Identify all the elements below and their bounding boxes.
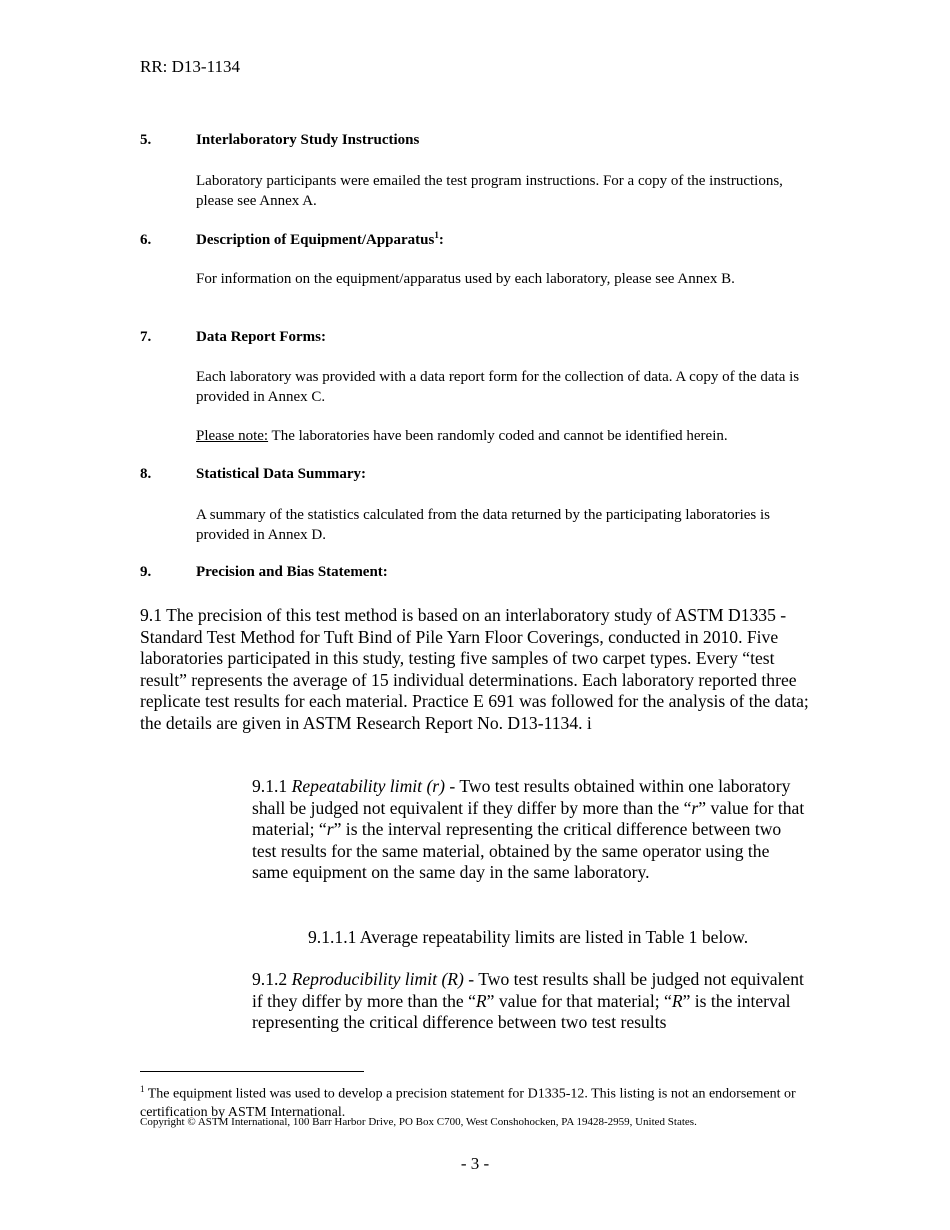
section-6-heading (140, 230, 444, 249)
footnote-reference: 1 (434, 230, 439, 240)
report-id-header: RR: D13-1134 (140, 57, 240, 76)
section-number: 6. (140, 232, 152, 248)
footnote-text: The equipment listed was used to develop a precision statement for D1335-12. This listing is not an endorsement or certification by ASTM International. (140, 1086, 796, 1120)
section-9-heading (140, 564, 388, 581)
symbol-r: r (326, 819, 334, 839)
please-note (196, 426, 836, 446)
section-7-heading (140, 329, 326, 346)
paragraph-9-1-1-1: 9.1.1.1 Average repeatability limits are listed in Table 1 below. (308, 927, 749, 947)
paragraph-9-1-1 (252, 776, 808, 884)
footnote-mark: 1 (140, 1084, 145, 1094)
section-8-heading (140, 466, 366, 483)
section-7-text: Each laboratory was provided with a data report form for the collection of data. A copy of the data is provided in Annex C. (196, 369, 800, 405)
page-number: - 3 - (460, 1154, 490, 1173)
copyright-line: Copyright © ASTM International, 100 Barr Harbor Drive, PO Box C700, West Conshohocken, PA 19428-2959, United States. (140, 1116, 697, 1128)
section-title: Statistical Data Summary: (196, 466, 366, 482)
term: Reproducibility limit (R) (291, 969, 464, 989)
clause-text: ” is the interval representing the critical difference between two test results (252, 990, 791, 1032)
clause-number: 9.1.1 (252, 776, 292, 796)
section-title-suffix: : (438, 232, 444, 248)
clause-text: - Two test results obtained within one laboratory shall be judged not equivalent if they differ by more than the “ (252, 776, 791, 818)
section-title: Precision and Bias Statement: (196, 564, 388, 580)
section-title: Description of Equipment/Apparatus (196, 232, 435, 248)
section-number: 7. (140, 329, 152, 345)
note-label: Please note: (196, 428, 269, 444)
clause-number: 9.1.2 (252, 969, 292, 989)
section-title: Interlaboratory Study Instructions (196, 132, 420, 148)
paragraph-9-1: 9.1 The precision of this test method is based on an interlaboratory study of ASTM D1335 - Standard Test Method for Tuft Bind of Pile Yarn Floor Coverings, conducted in 2010. Five laboratories participated in this study, testing five samples of two carpet types. Every “test result” represents the average of 15 individual determinations. Each laboratory reported three replicate test results for each material. Practice E 691 was followed for the analysis of the data; the details are given in ASTM Research Report No. D13-1134. i (140, 605, 809, 733)
section-number: 8. (140, 466, 152, 482)
clause-text: - Two test results shall be judged not equivalent if they differ by more than the “ (252, 969, 804, 1011)
section-title: Data Report Forms: (196, 329, 326, 345)
symbol-r: r (691, 797, 699, 818)
symbol-R: R (475, 990, 487, 1011)
clause-text: ” value for that material; “ (252, 797, 805, 839)
footnote-divider (140, 1071, 364, 1072)
section-number: 5. (140, 132, 152, 148)
section-number: 9. (140, 564, 152, 580)
paragraph-9-1-2 (252, 969, 808, 1034)
term: Repeatability limit (r) (291, 776, 446, 796)
clause-text: ” is the interval representing the critical difference between two test results for the same material, obtained by the same operator using the same equipment on the same day in the same laboratory. (252, 819, 782, 882)
clause-text: ” value for that material; “ (486, 990, 672, 1011)
section-8-text: A summary of the statistics calculated from the data returned by the participating laboratories is provided in Annex D. (196, 507, 770, 543)
section-6-text: For information on the equipment/apparatus used by each laboratory, please see Annex B. (196, 271, 735, 287)
symbol-R: R (671, 990, 683, 1011)
note-text: The laboratories have been randomly coded and cannot be identified herein. (268, 428, 728, 444)
section-5-heading (140, 132, 419, 149)
section-5-text: Laboratory participants were emailed the test program instructions. For a copy of the instructions, please see Annex A. (196, 173, 783, 209)
